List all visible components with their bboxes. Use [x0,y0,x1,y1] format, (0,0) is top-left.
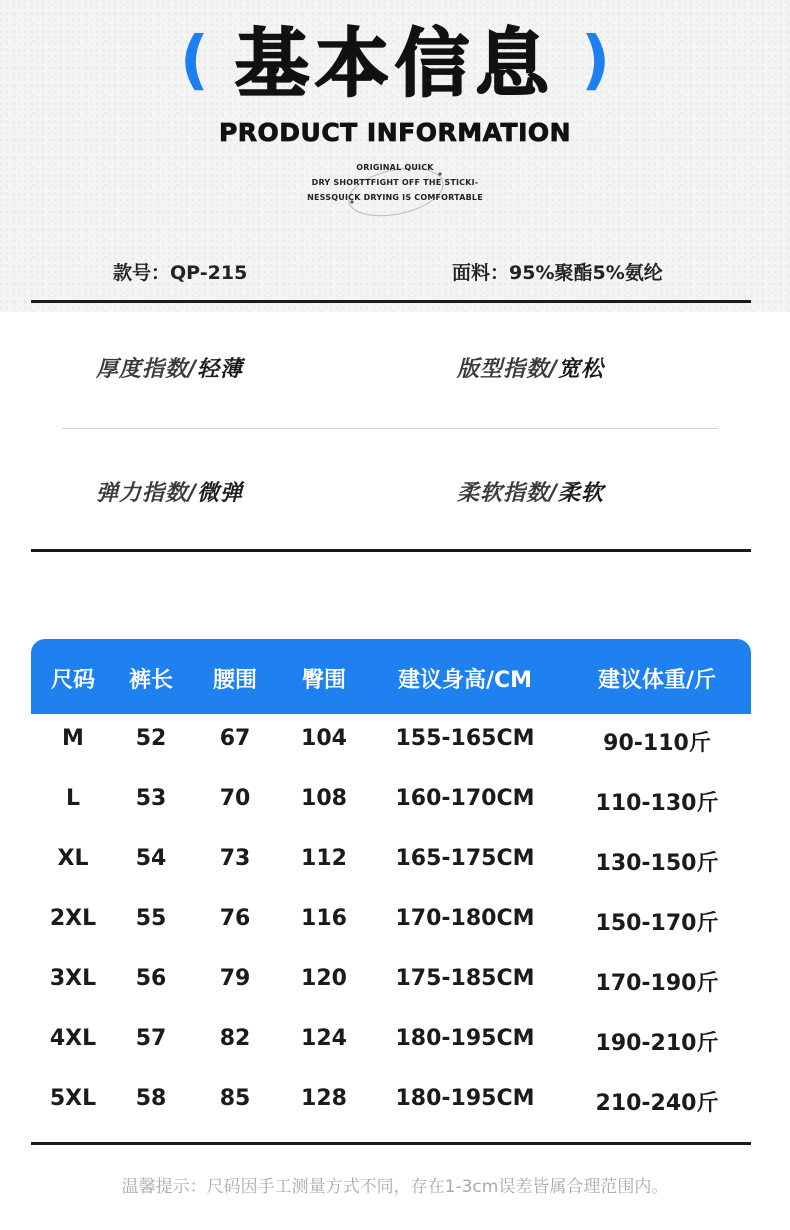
table-cell-weight: 210-240斤 [595,1091,719,1116]
table-cell-height: 160-170CM [395,786,535,811]
table-cell-height: 175-185CM [395,966,535,991]
table-cell-length: 57 [135,1026,167,1051]
table-cell-waist: 79 [219,966,251,991]
orbit-decoration-icon [336,150,456,230]
table-cell-hip: 124 [301,1026,347,1051]
table-cell-length: 52 [135,726,167,751]
table-cell-waist: 70 [219,786,251,811]
divider-bottom [31,1142,751,1145]
page-subtitle: PRODUCT INFORMATION [218,118,572,147]
table-cell-hip: 120 [301,966,347,991]
table-cell-waist: 82 [219,1026,251,1051]
header-band [0,0,790,312]
fit-index-label: 版型指数/ [457,357,559,382]
table-cell-hip: 116 [301,906,347,931]
divider-middle [31,549,751,552]
table-cell-height: 180-195CM [395,1026,535,1051]
table-cell-weight: 90-110斤 [603,731,711,756]
table-cell-size: 3XL [49,966,97,991]
softness-index [457,476,604,507]
table-cell-hip: 108 [301,786,347,811]
thickness-index-value: 轻薄 [197,357,244,382]
table-cell-waist: 76 [219,906,251,931]
table-cell-hip: 112 [301,846,347,871]
table-cell-length: 56 [135,966,167,991]
table-cell-length: 53 [135,786,167,811]
title-row [0,14,790,114]
table-cell-size: 2XL [49,906,97,931]
page-title: 基本信息 [235,21,555,107]
column-header-weight: 建议体重/斤 [597,668,717,693]
table-cell-size: L [65,786,81,811]
column-header-hip: 臀围 [301,668,347,693]
column-header-height: 建议身高/CM [397,668,533,693]
stretch-index-value: 微弹 [197,481,244,506]
table-cell-height: 170-180CM [395,906,535,931]
tagline-line-3: NESSQUICK DRYING IS COMFORTABLE [307,193,483,202]
table-cell-length: 55 [135,906,167,931]
table-cell-height: 165-175CM [395,846,535,871]
stretch-index [96,476,243,507]
thickness-index-label: 厚度指数/ [96,357,198,382]
table-cell-size: 4XL [49,1026,97,1051]
table-cell-hip: 128 [301,1086,347,1111]
fit-index-value: 宽松 [558,357,605,382]
table-cell-size: 5XL [49,1086,97,1111]
fabric-composition: 面料：95%聚酯5%氨纶 [452,262,663,284]
table-cell-size: M [62,726,84,751]
table-cell-size: XL [57,846,89,871]
title-bracket-left: ( [179,24,209,98]
table-cell-weight: 150-170斤 [595,911,719,936]
column-header-size: 尺码 [50,668,96,693]
table-cell-length: 54 [135,846,167,871]
table-cell-weight: 110-130斤 [595,791,719,816]
fit-index [457,352,604,383]
table-cell-waist: 67 [219,726,251,751]
measurement-footnote: 温馨提示：尺码因手工测量方式不同，存在1-3cm误差皆属合理范围内。 [121,1177,669,1197]
tagline-line-1: ORIGINAL QUICK [356,163,434,172]
index-divider [62,428,718,429]
table-cell-weight: 170-190斤 [595,971,719,996]
table-cell-weight: 190-210斤 [595,1031,719,1056]
table-cell-length: 58 [135,1086,167,1111]
column-header-length: 裤长 [128,668,174,693]
stretch-index-label: 弹力指数/ [96,481,198,506]
divider-top [31,300,751,303]
tagline-line-2: DRY SHORTTFIGHT OFF THE STICKI- [311,178,479,187]
table-cell-waist: 73 [219,846,251,871]
table-cell-height: 180-195CM [395,1086,535,1111]
table-cell-weight: 130-150斤 [595,851,719,876]
softness-index-value: 柔软 [558,481,605,506]
style-number: 款号：QP-215 [113,262,248,284]
column-header-waist: 腰围 [212,668,258,693]
thickness-index [96,352,243,383]
softness-index-label: 柔软指数/ [457,481,559,506]
table-cell-height: 155-165CM [395,726,535,751]
table-cell-hip: 104 [301,726,347,751]
table-cell-waist: 85 [219,1086,251,1111]
title-bracket-right: ) [581,24,611,98]
